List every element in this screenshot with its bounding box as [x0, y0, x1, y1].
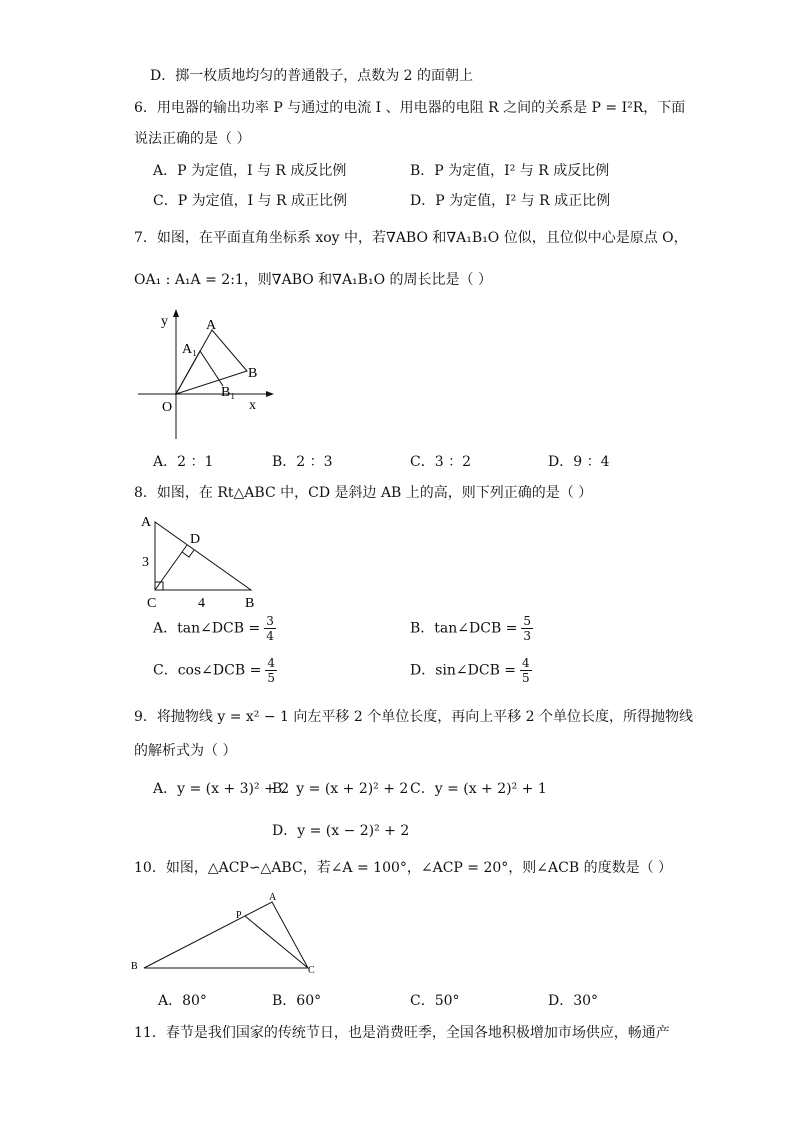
q6-stem-line2: 说法正确的是（ ） [134, 131, 251, 147]
q10-option-b: B．60° [272, 993, 322, 1009]
y-axis-arrow [173, 309, 179, 317]
label-a: A [141, 515, 152, 530]
q8-option-b-fraction [521, 614, 533, 643]
numerator: 4 [522, 656, 530, 670]
label-b: B [248, 366, 258, 381]
q9-option-a: A．y = (x + 3)² + 2 [153, 781, 290, 797]
q8-right-triangle-figure [135, 510, 265, 610]
label-c: C [147, 596, 157, 610]
x-axis-arrow [266, 391, 274, 397]
q10-option-a: A．80° [158, 993, 207, 1009]
q9-option-b: B．y = (x + 2)² + 2 [272, 781, 409, 797]
q6-stem-line1: 6．用电器的输出功率 P 与通过的电流 I 、用电器的电阻 R 之间的关系是 P = I²R，下面 [134, 100, 686, 116]
label-b1: B₁ [221, 385, 236, 400]
q7-stem-line2: OA₁ : A₁A = 2:1，则∇ABO 和∇A₁B₁O 的周长比是（ ） [134, 272, 492, 288]
q6-option-b: B．P 为定值，I² 与 R 成反比例 [410, 163, 610, 179]
label-x: x [249, 398, 256, 413]
q7-stem-line1: 7．如图，在平面直角坐标系 xoy 中，若∇ABO 和∇A₁B₁O 位似，且位似中心是原点 O， [134, 230, 688, 246]
q9-stem-line2: 的解析式为（ ） [134, 743, 237, 759]
q5-option-d: D．掷一枚质地均匀的普通骰子，点数为 2 的面朝上 [150, 68, 474, 84]
q11-stem-line1: 11．春节是我们国家的传统节日，也是消费旺季，全国各地积极增加市场供应，畅通产 [134, 1025, 670, 1041]
q8-option-c-fraction [265, 656, 277, 685]
label-side-ac: 3 [142, 555, 149, 570]
q8-option-d [410, 656, 532, 685]
q8-option-d-text: D．sin∠DCB = [410, 662, 517, 679]
q8-stem: 8．如图，在 Rt△ABC 中，CD 是斜边 AB 上的高，则下列正确的是（ ） [134, 485, 593, 501]
label-p: P [236, 910, 242, 921]
q9-stem-line1: 9．将抛物线 y = x² − 1 向左平移 2 个单位长度，再向上平移 2 个单位长度，所得抛物线 [134, 709, 694, 725]
q8-option-d-fraction [520, 656, 532, 685]
q8-option-c [153, 656, 277, 685]
q7-option-c: C．3 ：2 [410, 454, 471, 470]
q9-option-d: D．y = (x − 2)² + 2 [272, 823, 410, 839]
q8-option-a-fraction [264, 614, 276, 643]
label-y: y [161, 314, 168, 329]
label-b: B [131, 961, 138, 972]
right-angle-d [182, 550, 194, 557]
q10-stem: 10．如图，△ACP∽△ABC，若∠A = 100°，∠ACP = 20°，则∠ACB 的度数是（ ） [134, 860, 673, 876]
q6-option-a: A．P 为定值，I 与 R 成反比例 [153, 163, 347, 179]
triangle-a1b1o [176, 351, 223, 394]
q7-coordinate-figure [130, 305, 280, 445]
q9-option-c: C．y = (x + 2)² + 1 [410, 781, 547, 797]
denominator: 4 [266, 629, 274, 643]
q8-option-b [410, 614, 533, 643]
q8-option-c-text: C．cos∠DCB = [153, 662, 262, 679]
q8-option-a [153, 614, 276, 643]
q6-option-c: C．P 为定值，I 与 R 成正比例 [153, 193, 348, 209]
numerator: 3 [266, 614, 274, 628]
triangle-abo [176, 330, 247, 394]
label-o: O [162, 400, 173, 415]
label-a1: A₁ [182, 342, 197, 357]
q6-option-d: D．P 为定值，I² 与 R 成正比例 [410, 193, 611, 209]
label-b: B [245, 596, 255, 610]
label-a: A [206, 318, 217, 333]
numerator: 5 [523, 614, 532, 628]
q10-option-d: D．30° [548, 993, 599, 1009]
label-d: D [190, 532, 201, 547]
q7-option-b: B．2 ：3 [272, 454, 333, 470]
q10-triangle-figure [128, 890, 328, 980]
label-a: A [269, 892, 277, 903]
denominator: 5 [522, 671, 530, 685]
triangle-abc [144, 902, 308, 968]
q8-option-a-text: A．tan∠DCB = [153, 620, 261, 637]
q7-option-d: D．9 ：4 [548, 454, 610, 470]
denominator: 5 [267, 671, 275, 685]
triangle-abc [155, 522, 251, 590]
q7-option-a: A．2 ：1 [153, 454, 214, 470]
numerator: 4 [267, 656, 275, 670]
q8-option-b-text: B．tan∠DCB = [410, 620, 518, 637]
segment-cp [245, 916, 308, 968]
q10-option-c: C．50° [410, 993, 460, 1009]
denominator: 3 [523, 629, 532, 643]
label-side-cb: 4 [198, 596, 205, 610]
label-c: C [308, 965, 315, 976]
